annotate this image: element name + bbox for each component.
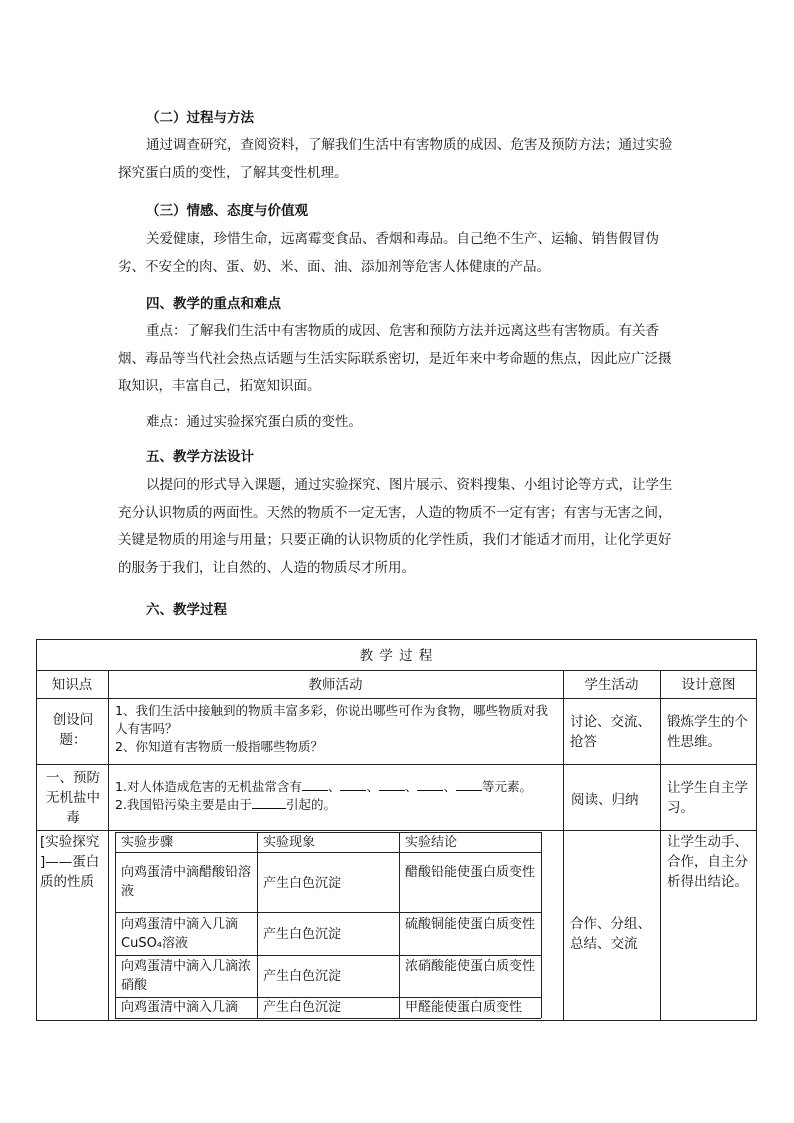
row2-intent: 让学生自主学习。 <box>667 780 748 816</box>
header-student-activity: 学生活动 <box>584 677 639 693</box>
section4-key: 重点：了解我们生活中有害物质的成因、危害和预防方法并远离这些有害物质。有关香烟、毒品等当代社会热点话题与生活实际联系密切，是近年来中考命题的焦点，因此应广泛摄取知识，丰富自己，拓宽知识面。 <box>118 323 672 394</box>
exp3-phenomenon: 产生白色沉淀 <box>263 969 342 984</box>
row3-student: 合作、分组、总结、交流 <box>570 916 651 952</box>
row1-point: 创设问题： <box>52 712 94 748</box>
row2-point: 一、预防无机盐中毒 <box>46 770 100 826</box>
exp3-conclusion: 浓硝酸能使蛋白质变性 <box>405 959 536 974</box>
section3-body: 关爱健康，珍惜生命，远离霉变食品、香烟和毒品。自己绝不生产、运输、销售假冒伪劣、不安全的肉、蛋、奶、米、面、油、添加剂等危害人体健康的产品。 <box>118 231 659 275</box>
section3-title: （三）情感、态度与价值观 <box>146 203 308 219</box>
row3-intent: 让学生动手、合作，自主分析得出结论。 <box>667 834 748 890</box>
header-knowledge-point: 知识点 <box>51 677 93 693</box>
exp-header-phenomenon: 实验现象 <box>263 835 316 850</box>
row1-teacher-q2: 2、你知道有害物质一般指哪些物质？ <box>115 739 323 754</box>
section4-title: 四、教学的重点和难点 <box>146 296 281 312</box>
section6-title: 六、教学过程 <box>146 602 227 618</box>
row1-student: 讨论、交流、抢答 <box>570 714 651 750</box>
row2-teacher <box>115 778 560 814</box>
row3-point: [实验探究 ]——蛋白质的性质 <box>40 834 100 890</box>
row1-teacher-q1: 1、我们生活中接触到的物质丰富多彩，你说出哪些可作为食物，哪些物质对我人有害吗？ <box>115 703 548 736</box>
exp3-step: 向鸡蛋清中滴入几滴浓硝酸 <box>121 959 252 993</box>
exp1-phenomenon: 产生白色沉淀 <box>263 876 342 891</box>
header-teacher-activity: 教师活动 <box>308 677 363 693</box>
row1-teacher <box>115 702 560 756</box>
section5-body: 以提问的形式导入课题，通过实验探究、图片展示、资料搜集、小组讨论等方式，让学生充分认识物质的两面性。天然的物质不一定无害，人造的物质不一定有害；有害与无害之间，关键是物质的用途与用量；只要正确的认识物质的化学性质，我们才能适才而用，让化学更好的服务于我们，让自然的、人造的物质尽才所用。 <box>118 477 673 576</box>
row2-teacher-line2: 2.我国铅污染主要是由于 引起的。 <box>115 797 336 812</box>
exp4-step: 向鸡蛋清中滴入几滴 <box>121 1000 239 1015</box>
header-design-intent: 设计意图 <box>681 677 736 693</box>
section2-body: 通过调查研究，查阅资料，了解我们生活中有害物质的成因、危害及预防方法；通过实验探究蛋白质的变性，了解其变性机理。 <box>118 137 673 181</box>
exp1-step: 向鸡蛋清中滴醋酸铅溶液 <box>121 865 252 899</box>
row2-teacher-line1: 1.对人体造成危害的无机盐常含有 、 、 、 、 等元素。 <box>115 779 533 794</box>
section2-title: （二）过程与方法 <box>146 110 254 126</box>
exp1-conclusion: 醋酸铅能使蛋白质变性 <box>405 865 536 880</box>
table-caption: 教 学 过 程 <box>359 648 434 664</box>
exp-header-conclusion: 实验结论 <box>405 835 458 850</box>
exp2-step: 向鸡蛋清中滴入几滴CuSO₄溶液 <box>121 917 239 951</box>
section4-difficult: 难点：通过实验探究蛋白质的变性。 <box>146 414 362 430</box>
section5-title: 五、教学方法设计 <box>146 449 254 465</box>
exp4-phenomenon: 产生白色沉淀 <box>263 1000 342 1015</box>
exp2-phenomenon: 产生白色沉淀 <box>263 927 342 942</box>
exp4-conclusion: 甲醛能使蛋白质变性 <box>405 1000 523 1015</box>
row1-intent: 锻炼学生的个性思维。 <box>667 714 748 750</box>
exp-header-step: 实验步骤 <box>121 835 174 850</box>
exp2-conclusion: 硫酸铜能使蛋白质变性 <box>405 917 536 932</box>
row2-student: 阅读、归纳 <box>571 792 639 808</box>
